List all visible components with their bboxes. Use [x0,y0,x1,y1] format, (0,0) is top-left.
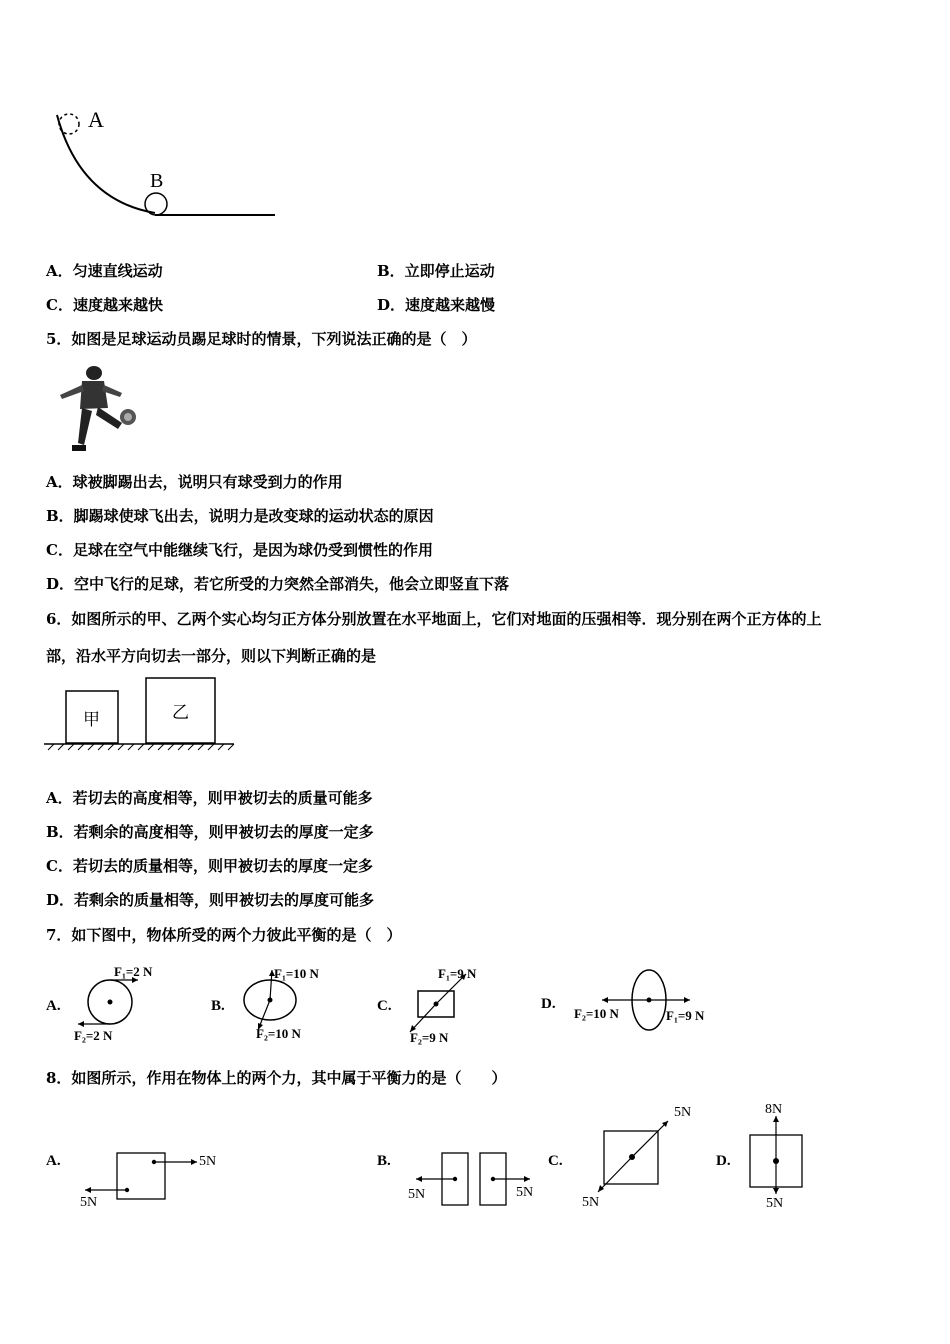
soccer-player-image [52,363,142,458]
q8d-down: 5N [766,1196,784,1211]
q7d-f2: F₂=10 N [574,1006,619,1021]
track-ball-figure [40,100,290,230]
q8c-down: 5N [582,1195,600,1210]
q4-option-c: C．速度越来越快 [46,296,163,314]
q7-figure-d [570,964,720,1036]
q8a-right: 5N [199,1154,217,1169]
q8-label-c: C. [548,1153,563,1169]
q7a-f2: F₂=2 N [74,1028,113,1043]
q6-option-d: D．若剩余的质量相等，则甲被切去的厚度可能多 [46,891,375,909]
q7-figure-c [400,964,510,1046]
q5-stem: 5．如图是足球运动员踢足球时的情景，下列说法正确的是（ ） [46,330,477,348]
q7-label-c: C. [377,998,392,1014]
q6-option-b: B．若剩余的高度相等，则甲被切去的厚度一定多 [46,823,374,841]
q6-stem-line2: 部，沿水平方向切去一部分，则以下判断正确的是 [46,647,377,665]
q7-label-b: B. [211,998,225,1014]
label-b: B [150,170,164,192]
label-a: A [88,107,104,132]
cube-jia-label: 甲 [83,710,100,729]
q8d-up: 8N [765,1102,783,1117]
q8c-up: 5N [674,1105,692,1120]
q8-figure-c [578,1098,698,1213]
q7-stem: 7．如下图中，物体所受的两个力彼此平衡的是（ ） [46,926,402,944]
q5-option-b: B．脚踢球使球飞出去，说明力是改变球的运动状态的原因 [46,507,434,525]
q8a-left: 5N [80,1195,98,1210]
q6-stem-line1: 6．如图所示的甲、乙两个实心均匀正方体分别放置在水平地面上，它们对地面的压强相等．现分别在两个正方体的上 [46,610,822,628]
q7b-f2: F₂=10 N [256,1026,301,1041]
q7a-f1: F₁=2 N [114,964,153,979]
q8-label-a: A. [46,1153,61,1169]
q4-option-a: A．匀速直线运动 [46,262,163,280]
q7b-f1: F₁=10 N [274,966,319,981]
q8-figure-d [740,1100,820,1212]
q5-option-d: D．空中飞行的足球，若它所受的力突然全部消失，他会立即竖直下落 [46,575,510,593]
q7d-f1: F₁=9 N [666,1008,705,1023]
q8-label-d: D. [716,1153,731,1169]
q7c-f1: F₁=9 N [438,966,477,981]
q7-label-d: D. [541,996,556,1012]
q7-label-a: A. [46,998,61,1014]
q8-figure-a [75,1148,235,1212]
q7-figure-a [70,964,170,1046]
q7c-f2: F₂=9 N [410,1030,449,1045]
cube-yi-label: 乙 [172,703,189,722]
q5-option-c: C．足球在空气中能继续飞行，是因为球仍受到惯性的作用 [46,541,433,559]
q5-option-a: A．球被脚踢出去，说明只有球受到力的作用 [46,473,343,491]
q8b-right: 5N [516,1185,534,1200]
q4-option-d: D．速度越来越慢 [377,296,496,314]
q6-option-c: C．若切去的质量相等，则甲被切去的厚度一定多 [46,857,373,875]
q8-stem: 8．如图所示，作用在物体上的两个力，其中属于平衡力的是（ ） [46,1069,507,1087]
cubes-figure [44,676,239,752]
q6-option-a: A．若切去的高度相等，则甲被切去的质量可能多 [46,789,373,807]
q8b-left: 5N [408,1187,426,1202]
q8-figure-b [404,1148,554,1212]
q7-figure-b [232,964,342,1046]
q4-option-b: B．立即停止运动 [377,262,495,280]
q8-label-b: B. [377,1153,391,1169]
